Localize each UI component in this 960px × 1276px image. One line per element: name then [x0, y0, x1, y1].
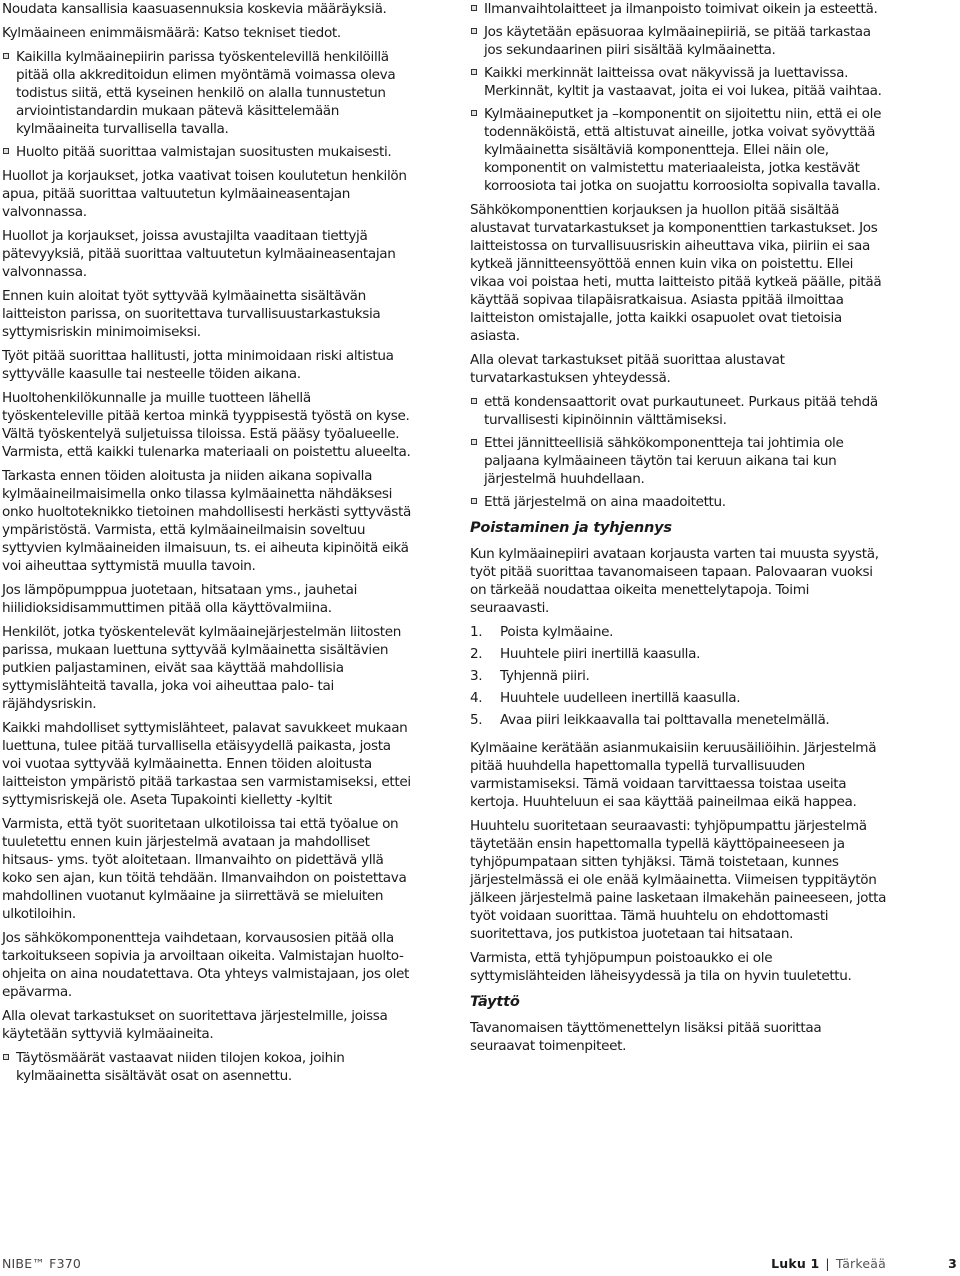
list-item-text: Kaikki merkinnät laitteissa ovat näkyvissä ja luettavissa. Merkinnät, kyltit ja vastaavat, joita ei voi lukea, pitää vaihtaa. — [484, 65, 882, 99]
step-text: Avaa piiri leikkaavalla tai polttavalla menetelmällä. — [500, 712, 830, 728]
paragraph: Työt pitää suorittaa hallitusti, jotta minimoidaan riski altistua syttyvälle kaasulle tai nesteelle töiden aikana. — [2, 348, 394, 382]
section-name: Tärkeää — [835, 1256, 886, 1271]
step-number: 4. — [470, 690, 483, 706]
paragraph: Kaikki mahdolliset syttymislähteet, palavat savukkeet mukaan luettuna, tulee pitää turvallisella etäisyydellä paikasta, josta voi vuotaa syttyvää kylmäainetta. Ennen töiden aloitusta laitteiston ympäristö pitää tarkastaa sen varmistamiseksi, ettei syttymisriskejä ole. Aseta Tupakointi kielletty -kyltit — [2, 720, 411, 808]
square-bullet-icon — [471, 28, 477, 34]
paragraph: Jos sähkökomponentteja vaihdetaan, korvausosien pitää olla tarkoitukseen sopivia ja arvoiltaan oikeita. Valmistajan huolto-ohjeita on aina noudatettava. Ota yhteys valmistajaan, jos olet epävarma. — [2, 930, 409, 1000]
bullet-list — [470, 393, 890, 511]
step-number: 2. — [470, 646, 483, 662]
square-bullet-icon — [471, 498, 477, 504]
list-item — [2, 48, 412, 138]
paragraph: Varmista, että tyhjöpumpun poistoaukko ei ole syttymislähteiden läheisyydessä ja tila on hyvin tuuletettu. — [470, 950, 852, 984]
square-bullet-icon — [3, 1054, 9, 1060]
paragraph: Huollot ja korjaukset, joissa avustajilta vaaditaan tiettyjä pätevyyksiä, pitää suorittaa valtuutetun kylmäaineasentajan valvonnassa. — [2, 228, 396, 280]
page-number: 3 — [948, 1256, 957, 1271]
bullet-list — [2, 48, 412, 161]
list-item-text: Huolto pitää suorittaa valmistajan suositusten mukaisesti. — [16, 144, 392, 160]
step-number: 1. — [470, 624, 483, 640]
paragraph: Kylmäaineen enimmäismäärä: Katso tekniset tiedot. — [2, 25, 341, 41]
list-item — [470, 0, 890, 18]
step-number: 5. — [470, 712, 483, 728]
paragraph: Henkilöt, jotka työskentelevät kylmäainejärjestelmän liitosten parissa, mukaan luettuna syttyvää kylmäainetta sisältävien putkien paljastaminen, eivät saa käyttää mahdollisia syttymislähteitä tavalla, joka voi aiheuttaa palo- tai räjähdysriskin. — [2, 624, 402, 712]
paragraph: Sähkökomponenttien korjauksen ja huollon pitää sisältää alustavat turvatarkastukset ja komponenttien tarkastukset. Jos laitteistossa on turvallisuusriskin aiheuttava vika, piiriin ei saa kytkeä jännitteensyöttöä ennen kuin vika on poistettu. Ellei vikaa voi poistaa heti, mutta laitteisto pitää kytkeä päälle, pitää käyttää sopivaa tilapäisratkaisua. Asiasta ppitää ilmoittaa laitteiston omistajalle, jotta kaikki osapuolet ovat tietoisia asiasta. — [470, 202, 882, 344]
step-text: Poista kylmäaine. — [500, 624, 614, 640]
square-bullet-icon — [471, 398, 477, 404]
page-footer — [0, 1256, 960, 1276]
list-item — [470, 711, 890, 729]
product-name: NIBE™ F370 — [2, 1256, 82, 1271]
left-column — [2, 0, 412, 1091]
step-text: Tyhjennä piiri. — [500, 668, 590, 684]
list-item — [470, 105, 890, 195]
list-item-text: Ilmanvaihtolaitteet ja ilmanpoisto toimivat oikein ja esteettä. — [484, 1, 878, 17]
list-item — [470, 434, 890, 488]
square-bullet-icon — [3, 53, 9, 59]
paragraph: Alla olevat tarkastukset on suoritettava järjestelmille, joissa käytetään syttyviä kylmäaineita. — [2, 1008, 388, 1042]
chapter-label: Luku 1 — [771, 1256, 820, 1271]
paragraph: Kylmäaine kerätään asianmukaisiin keruusäiliöihin. Järjestelmä pitää huuhdella hapettomalla typellä turvallisuuden varmistamiseksi. Tämä voidaan tarvittaessa toistaa useita kertoja. Huuhteluun ei saa käyttää paineilmaa eikä happea. — [470, 740, 877, 810]
square-bullet-icon — [471, 69, 477, 75]
paragraph: Huollot ja korjaukset, jotka vaativat toisen koulutetun henkilön apua, pitää suorittaa valtuutetun kylmäaineasentajan valvonnassa. — [2, 168, 407, 220]
paragraph: Alla olevat tarkastukset pitää suorittaa alustavat turvatarkastuksen yhteydessä. — [470, 352, 785, 386]
step-text: Huuhtele uudelleen inertillä kaasulla. — [500, 690, 741, 706]
list-item — [470, 393, 890, 429]
list-item — [470, 23, 890, 59]
paragraph: Kun kylmäainepiiri avataan korjausta varten tai muusta syystä, työt pitää suorittaa tavanomaiseen tapaan. Palovaaran vuoksi on tärkeää noudattaa oikeita menettelytapoja. Toimi seuraavasti. — [470, 546, 879, 616]
step-text: Huuhtele piiri inertillä kaasulla. — [500, 646, 701, 662]
list-item — [2, 143, 412, 161]
paragraph: Ennen kuin aloitat työt syttyvää kylmäainetta sisältävän laitteiston parissa, on suoritettava turvallisuustarkastuksia syttymisriskin minimoimiseksi. — [2, 288, 381, 340]
list-item-text: Kaikilla kylmäainepiirin parissa työskentelevillä henkilöillä pitää olla akkreditoidun elimen myöntämä voimassa oleva todistus siitä, että kyseinen henkilö on alalla tunnustetun arviointistandardin mukaan pätevä käsittelemään kylmäaineita turvallisella tavalla. — [16, 49, 396, 137]
list-item-text: Jos käytetään epäsuoraa kylmäainepiiriä, se pitää tarkastaa jos sekundaarinen piiri sisältää kylmäainetta. — [484, 24, 871, 58]
section-heading: Poistaminen ja tyhjennys — [470, 520, 672, 536]
list-item — [470, 645, 890, 663]
bullet-list — [470, 0, 890, 195]
paragraph: Jos lämpöpumppua juotetaan, hitsataan yms., jauhetai hiilidioksidisammuttimen pitää olla käyttövalmiina. — [2, 582, 358, 616]
square-bullet-icon — [471, 110, 477, 116]
paragraph: Huuhtelu suoritetaan seuraavasti: tyhjöpumpattu järjestelmä täytetään ensin hapettomalla typellä käyttöpaineeseen ja tyhjöpumpataan sitten tyhjäksi. Tämä toistetaan, kunnes järjestelmässä ei ole enää kylmäainetta. Viimeisen typpitäytön jälkeen järjestelmä paine lasketaan ilmakehän paineeseen, jotta työt voidaan suorittaa. Tämä huuhtelu on ehdottomasti suoritettava, jos putkistoa juotetaan tai hitsataan. — [470, 818, 887, 942]
chapter-indicator — [771, 1256, 886, 1271]
paragraph: Huoltohenkilökunnalle ja muille tuotteen lähellä työskenteleville pitää kertoa minkä tyyppisestä työstä on kyse. Vältä työskentelyä suljetuissa tiloissa. Estä pääsy työalueelle. Varmista, että kaikki tulenarka materiaali on poistettu alueelta. — [2, 390, 411, 460]
list-item — [470, 667, 890, 685]
list-item-text: Kylmäaineputket ja –komponentit on sijoitettu niin, että ei ole todennäköistä, että altistuvat aineille, jotka voivat syövyttää kylmäainetta sisältäviä komponentteja. Ellei näin ole, komponentit on valmistettu materiaaleista, jotka kestävät korroosiota tai jotka on suojattu korroosiolta sopivalla tavalla. — [484, 106, 882, 194]
section-heading: Täyttö — [470, 994, 520, 1010]
paragraph: Varmista, että työt suoritetaan ulkotiloissa tai että työalue on tuuletettu ennen kuin järjestelmä avataan ja mahdolliset hitsaus- yms. työt aloitetaan. Ilmanvaihto on pidettävä yllä koko sen ajan, kun töitä tehdään. Ilmanvaihdon on poistettava mahdollinen vuotanut kylmäaine ja siirrettävä se mieluiten ulkotiloihin. — [2, 816, 407, 922]
square-bullet-icon — [3, 148, 9, 154]
bullet-list — [2, 1049, 412, 1085]
separator: | — [825, 1256, 830, 1271]
numbered-list — [470, 623, 890, 729]
right-column — [470, 0, 890, 1061]
list-item-text: Ettei jännitteellisiä sähkökomponentteja tai johtimia ole paljaana kylmäaineen täytön tai keruun aikana tai kun järjestelmä huuhdellaan. — [484, 435, 844, 487]
paragraph: Noudata kansallisia kaasuasennuksia koskevia määräyksiä. — [2, 1, 387, 17]
list-item — [470, 64, 890, 100]
list-item — [470, 493, 890, 511]
list-item — [470, 689, 890, 707]
list-item-text: että kondensaattorit ovat purkautuneet. Purkaus pitää tehdä turvallisesti kipinöinnin välttämiseksi. — [484, 394, 878, 428]
paragraph: Tarkasta ennen töiden aloitusta ja niiden aikana sopivalla kylmäaineilmaisimella onko tilassa kylmäainetta nähdäksesi onko huoltoteknikko tietoinen mahdollisesti herkästi syttyvästä ympäristöstä. Varmista, että kylmäaineilmaisin soveltuu syttyvien kylmäaineiden ilmaisuun, ts. ei aiheuta kipinöitä eikä voi aiheuttaa syttymistä muulla tavoin. — [2, 468, 411, 574]
list-item-text: Täytösmäärät vastaavat niiden tilojen kokoa, joihin kylmäainetta sisältävät osat on asennettu. — [16, 1050, 345, 1084]
square-bullet-icon — [471, 439, 477, 445]
paragraph: Tavanomaisen täyttömenettelyn lisäksi pitää suorittaa seuraavat toimenpiteet. — [470, 1020, 822, 1054]
square-bullet-icon — [471, 5, 477, 11]
list-item-text: Että järjestelmä on aina maadoitettu. — [484, 494, 726, 510]
step-number: 3. — [470, 668, 483, 684]
list-item — [2, 1049, 412, 1085]
list-item — [470, 623, 890, 641]
